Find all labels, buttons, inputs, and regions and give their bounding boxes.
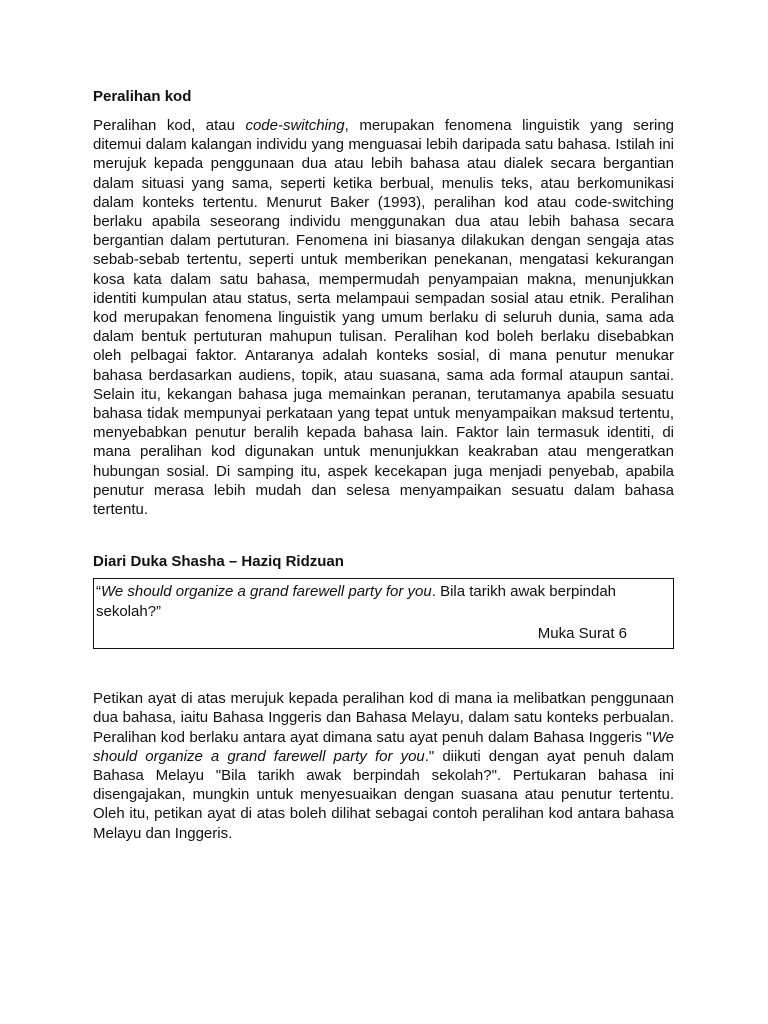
italic-term: code-switching <box>245 117 345 134</box>
quote-malay-sentence: . Bila tarikh awak berpindah sekolah?” <box>96 583 617 621</box>
paragraph-text: Peralihan kod, atau <box>93 117 246 134</box>
document-page <box>93 88 674 843</box>
paragraph-text: , merupakan fenomena linguistik yang sering ditemui dalam kalangan individu yang menguasai lebih daripada satu bahasa. Istilah ini merujuk kepada penggunaan dua atau lebih bahasa atau dialek secara bergantian dalam situasi yang sama, seperti ketika berbual, menulis teks, atau berkomunikasi dalam konteks tertentu. Menurut Baker (1993), peralihan kod atau code-switching berlaku apabila seseorang individu menggunakan dua atau lebih bahasa secara bergantian dalam pertuturan. Fenomena ini biasanya dilakukan dengan sengaja atas sebab-sebab tertentu, seperti untuk memberikan penekanan, mengatasi kekurangan kosa kata dalam satu bahasa, mempermudah penyampaian makna, menunjukkan identiti kumpulan atau status, serta melampaui sempadan sosial atau etnik. Peralihan kod merupakan fenomena linguistik yang umum berlaku di seluruh dunia, sama ada dalam bentuk pertuturan mahupun tulisan. Peralihan kod boleh berlaku disebabkan oleh pelbagai faktor. Antaranya adalah konteks sosial, di mana penutur menukar bahasa berdasarkan audiens, topik, atau suasana, sama ada formal ataupun santai. Selain itu, kekangan bahasa juga memainkan peranan, terutamanya apabila sesuatu bahasa tidak mempunyai perkataan yang tepat untuk menyampaikan maksud tertentu, menyebabkan penutur beralih kepada bahasa lain. Faktor lain termasuk identiti, di mana peralihan kod digunakan untuk menunjukkan keakraban atau mengeratkan hubungan sosial. Di samping itu, aspek kecekapan juga menjadi penyebab, apabila penutur merasa lebih mudah dan selesa menyampaikan sesuatu dalam bahasa tertentu. <box>93 117 674 519</box>
body-paragraph-analysis <box>93 689 674 843</box>
italic-english-sentence: We should organize a grand farewell party for you <box>93 728 674 765</box>
section-heading-book-title: Diari Duka Shasha – Haziq Ridzuan <box>93 553 344 571</box>
paragraph-text: Petikan ayat di atas merujuk kepada peralihan kod di mana ia melibatkan penggunaan dua bahasa, iaitu Bahasa Inggeris dan Bahasa Melayu, dalam satu konteks perbualan. Peralihan kod berlaku antara ayat dimana satu ayat penuh dalam Bahasa Inggeris " <box>93 690 674 746</box>
quote-english-sentence: We should organize a grand farewell party for you <box>101 583 432 601</box>
section-example <box>93 553 674 843</box>
quote-page-reference: Muka Surat 6 <box>537 625 627 643</box>
quote-text <box>96 582 627 622</box>
body-paragraph-definition <box>93 116 674 519</box>
quote-open-mark: “ <box>96 583 101 601</box>
paragraph-text: ." diikuti dengan ayat penuh dalam Bahasa Melayu "Bila tarikh awak berpindah sekolah?". Pertukaran bahasa ini disengajakan, mungkin untuk menyesuaikan dengan suasana atau penutur tertentu. Oleh itu, petikan ayat di atas boleh dilihat sebagai contoh peralihan kod antara bahasa Melayu dan Inggeris. <box>93 747 674 842</box>
section-heading-peralihan-kod: Peralihan kod <box>93 88 192 105</box>
quote-box <box>93 578 674 649</box>
